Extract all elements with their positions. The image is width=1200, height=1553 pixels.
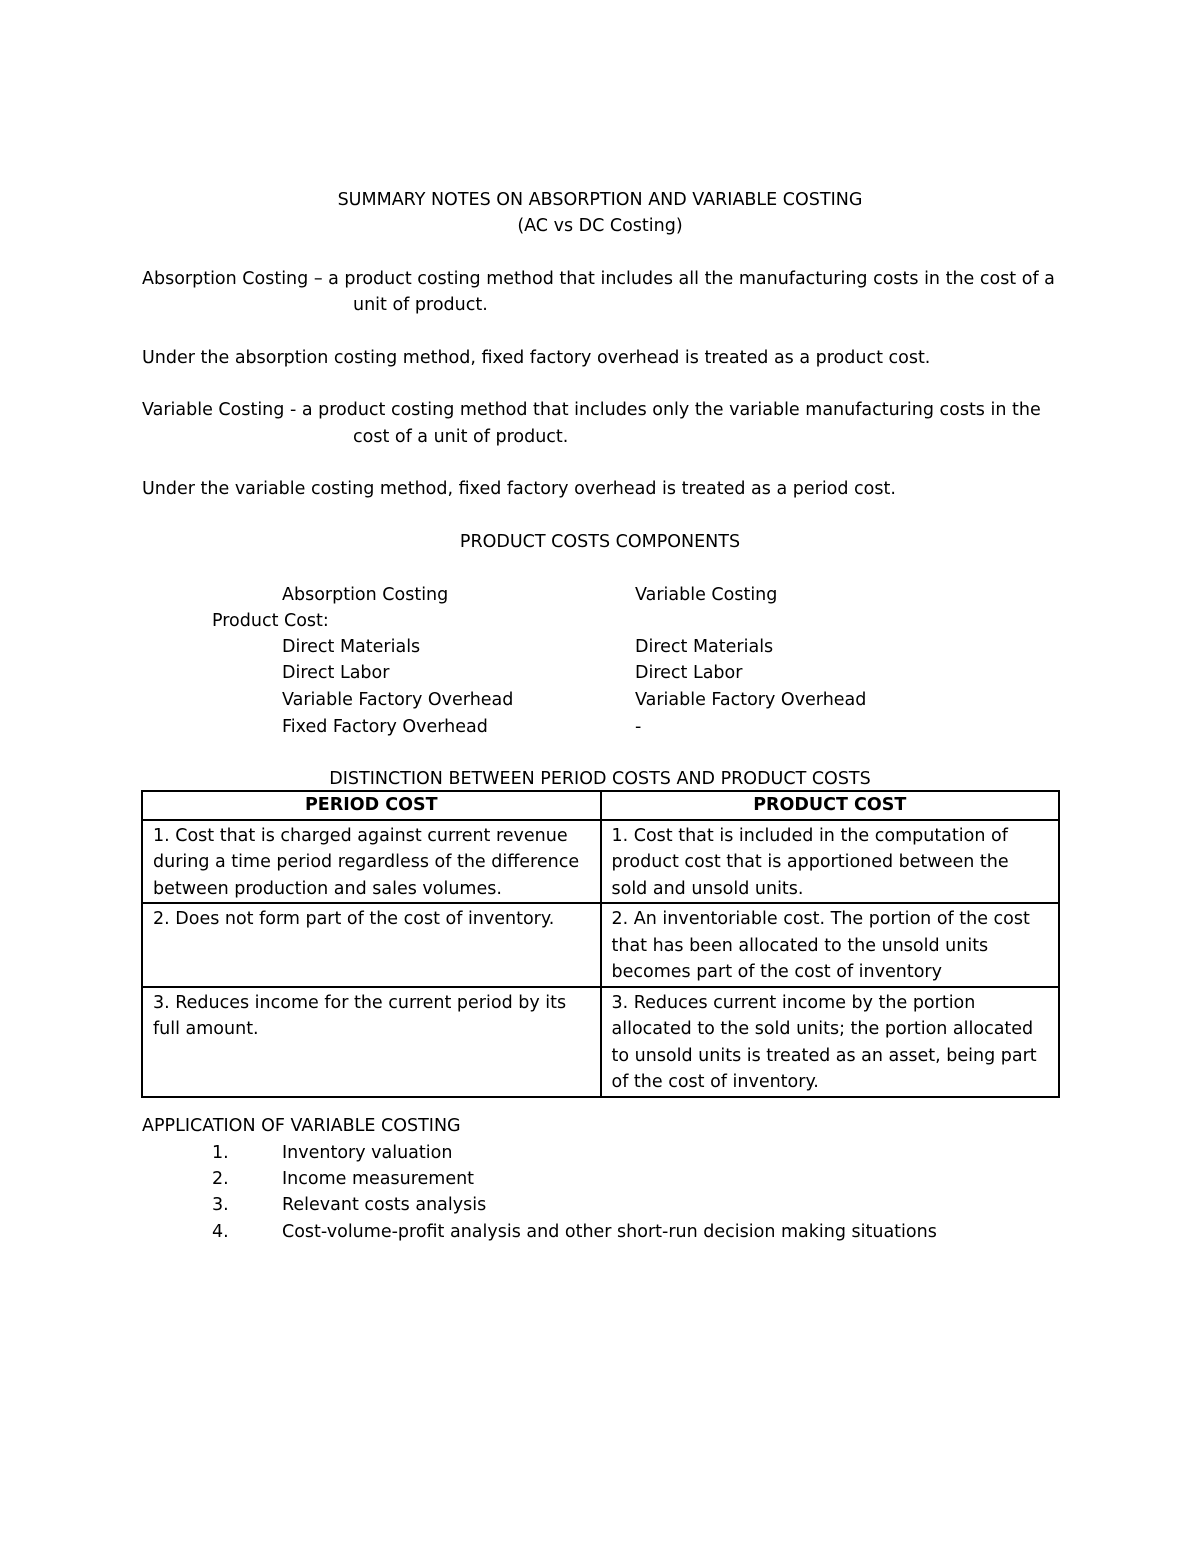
period-cost-cell: 2. Does not form part of the cost of inventory. (142, 903, 601, 987)
components-heading: PRODUCT COSTS COMPONENTS (459, 532, 741, 552)
variable-costing-definition-line1: Variable Costing - a product costing method that includes only the variable manufacturing costs in the (142, 400, 1041, 420)
table-row (142, 820, 1059, 904)
list-item-number: 4. (212, 1222, 229, 1242)
document-subtitle: (AC vs DC Costing) (517, 216, 683, 236)
components-variable-item: - (635, 717, 642, 737)
components-absorption-item: Direct Materials (282, 637, 421, 657)
application-heading: APPLICATION OF VARIABLE COSTING (142, 1116, 461, 1136)
distinction-heading: DISTINCTION BETWEEN PERIOD COSTS AND PRODUCT COSTS (329, 769, 871, 789)
period-cost-cell: 1. Cost that is charged against current revenue during a time period regardless of the difference between production and sales volumes. (142, 820, 601, 904)
variable-costing-note: Under the variable costing method, fixed factory overhead is treated as a period cost. (142, 479, 896, 499)
list-item: Cost-volume-profit analysis and other short-run decision making situations (282, 1222, 937, 1242)
product-cost-cell: 2. An inventoriable cost. The portion of the cost that has been allocated to the unsold units becomes part of the cost of inventory (601, 903, 1060, 987)
table-row (142, 987, 1059, 1097)
components-variable-item: Variable Factory Overhead (635, 690, 867, 710)
components-variable-item: Direct Materials (635, 637, 774, 657)
list-item: Relevant costs analysis (282, 1195, 487, 1215)
list-item-number: 1. (212, 1143, 229, 1163)
components-absorption-item: Direct Labor (282, 663, 390, 683)
list-item-number: 3. (212, 1195, 229, 1215)
absorption-costing-definition-line1: Absorption Costing – a product costing method that includes all the manufacturing costs in the cost of a (142, 269, 1055, 289)
components-absorption-item: Fixed Factory Overhead (282, 717, 488, 737)
product-cost-cell: 1. Cost that is included in the computation of product cost that is apportioned between the sold and unsold units. (601, 820, 1060, 904)
components-absorption-header: Absorption Costing (282, 585, 449, 605)
components-absorption-item: Variable Factory Overhead (282, 690, 514, 710)
components-row-label: Product Cost: (212, 611, 329, 631)
components-variable-item: Direct Labor (635, 663, 743, 683)
list-item-number: 2. (212, 1169, 229, 1189)
period-cost-column-header: PERIOD COST (142, 791, 601, 820)
period-cost-cell: 3. Reduces income for the current period by its full amount. (142, 987, 601, 1097)
list-item: Inventory valuation (282, 1143, 453, 1163)
components-variable-header: Variable Costing (635, 585, 778, 605)
document-title: SUMMARY NOTES ON ABSORPTION AND VARIABLE COSTING (337, 190, 863, 210)
table-row (142, 903, 1059, 987)
product-cost-column-header: PRODUCT COST (601, 791, 1060, 820)
absorption-costing-note: Under the absorption costing method, fixed factory overhead is treated as a product cost. (142, 348, 931, 368)
absorption-costing-definition-line2: unit of product. (353, 295, 488, 315)
distinction-table (141, 790, 1060, 1098)
list-item: Income measurement (282, 1169, 475, 1189)
variable-costing-definition-line2: cost of a unit of product. (353, 427, 569, 447)
product-cost-cell: 3. Reduces current income by the portion allocated to the sold units; the portion allocated to unsold units is treated as an asset, being part of the cost of inventory. (601, 987, 1060, 1097)
